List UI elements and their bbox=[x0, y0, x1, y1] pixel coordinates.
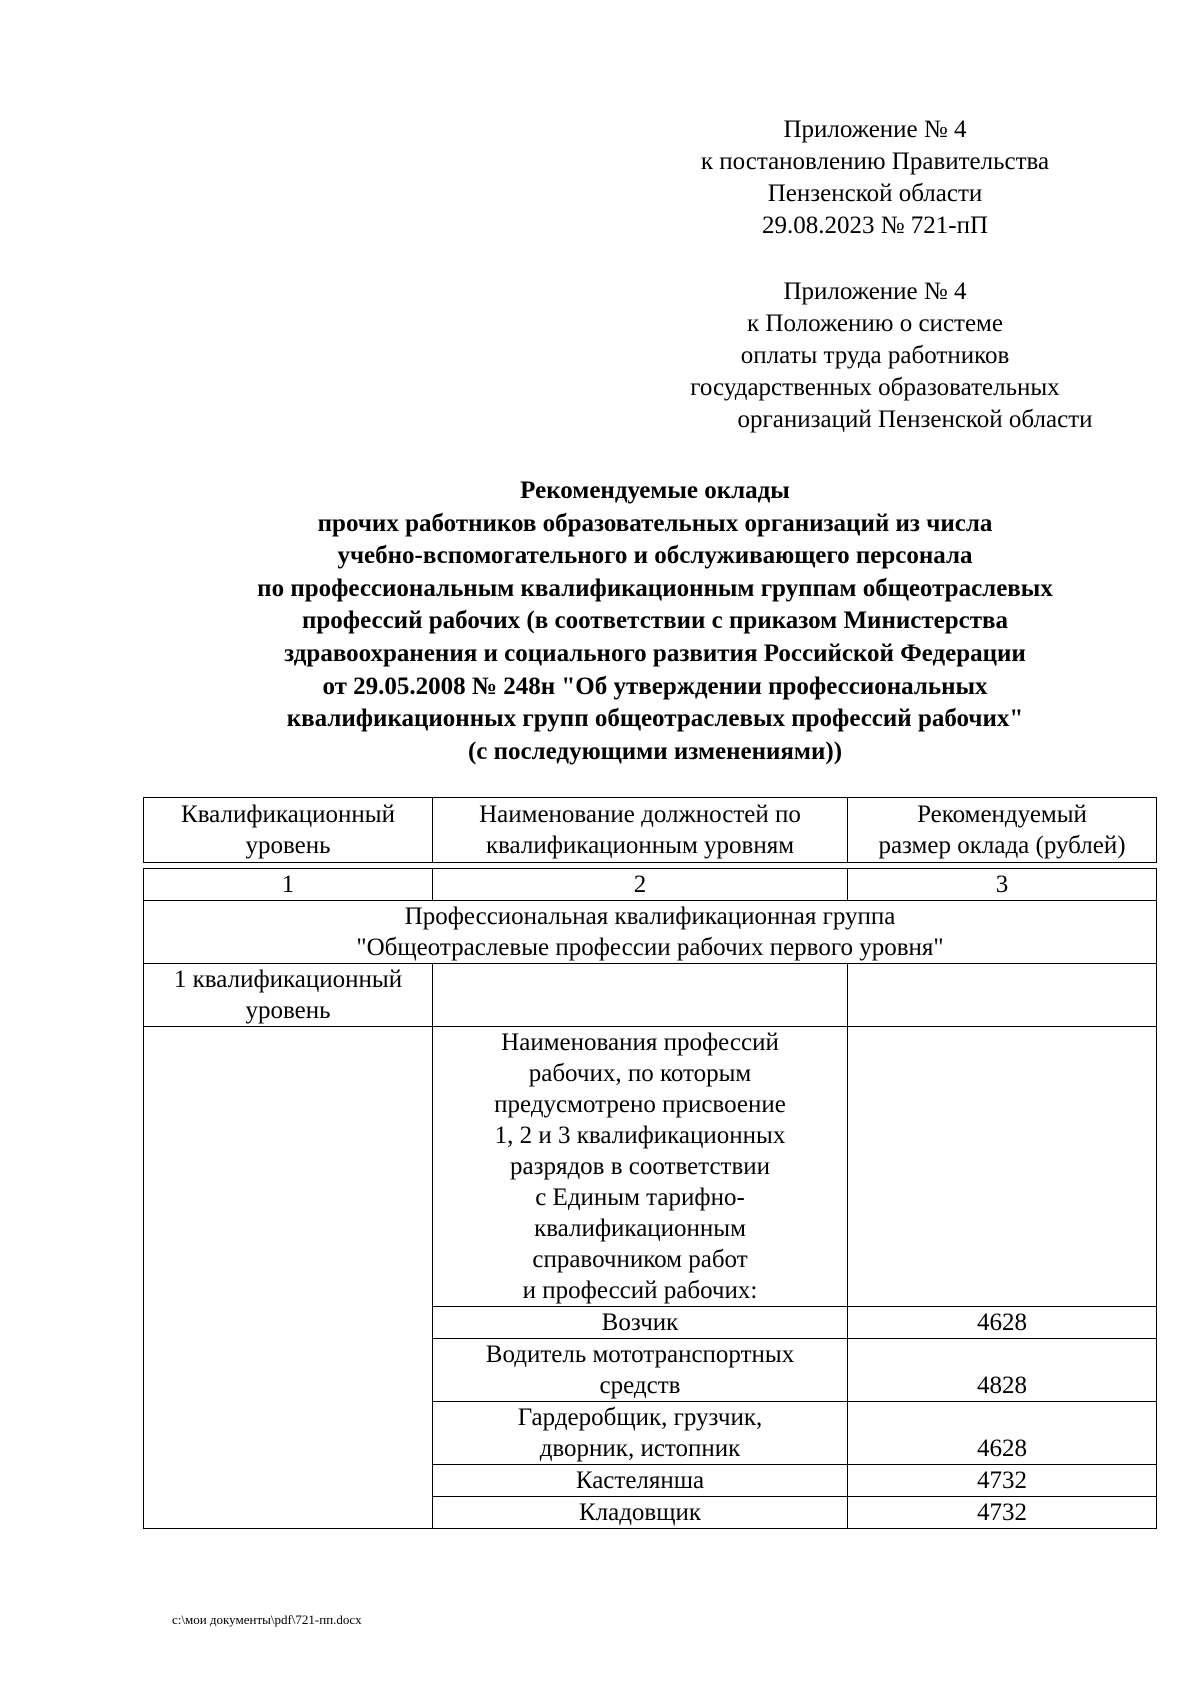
header-cell-salary bbox=[848, 798, 1157, 863]
professions-intro-row bbox=[144, 1027, 1157, 1307]
intro-line: квалификационным bbox=[534, 1215, 746, 1242]
title-line: Рекомендуемые оклады bbox=[520, 477, 790, 504]
intro-line: 1, 2 и 3 квалификационных bbox=[494, 1122, 786, 1149]
document-title bbox=[120, 475, 1190, 768]
level-row bbox=[144, 964, 1157, 1027]
column-number: 3 bbox=[848, 869, 1157, 901]
group-title-line: Профессиональная квалификационная группа bbox=[404, 903, 896, 930]
salary-table bbox=[143, 868, 1157, 1529]
appendix-sub-block bbox=[640, 276, 1110, 436]
appendix-main-line: к постановлению Правительства bbox=[700, 148, 1050, 175]
position-name bbox=[433, 1402, 848, 1465]
header-text: Рекомендуемый bbox=[917, 801, 1087, 828]
empty-cell bbox=[433, 964, 848, 1027]
intro-line: и профессий рабочих: bbox=[522, 1277, 758, 1304]
group-title-row bbox=[144, 901, 1157, 964]
title-line: здравоохранения и социального развития Российской Федерации bbox=[284, 639, 1026, 667]
group-title bbox=[144, 901, 1157, 964]
header-cell-position bbox=[433, 798, 848, 863]
title-line: профессий рабочих (в соответствии с приказом Министерства bbox=[301, 607, 1009, 635]
intro-line: разрядов в соответствии bbox=[509, 1153, 771, 1180]
header-cell-level bbox=[144, 798, 433, 863]
position-name bbox=[433, 1497, 848, 1529]
title-line: по профессиональным квалификационным группам общеотраслевых bbox=[257, 574, 1053, 602]
appendix-sub-line: Приложение № 4 bbox=[783, 278, 967, 305]
level-label bbox=[144, 964, 433, 1027]
title-line: прочих работников образовательных организаций из числа bbox=[317, 509, 993, 537]
empty-level-cell bbox=[144, 1027, 433, 1529]
appendix-sub-line: оплаты труда работников bbox=[740, 342, 1010, 369]
position-line: средств bbox=[599, 1372, 681, 1399]
appendix-main-line: Пензенской области bbox=[767, 180, 983, 207]
position-line: Возчик bbox=[601, 1309, 679, 1336]
header-text: Квалификационный bbox=[181, 801, 395, 828]
salary-value: 4628 bbox=[848, 1307, 1157, 1339]
position-line: Кладовщик bbox=[578, 1499, 702, 1526]
title-line: от 29.05.2008 № 248н "Об утверждении профессиональных bbox=[322, 672, 988, 700]
position-line: дворник, истопник bbox=[539, 1435, 741, 1462]
appendix-sub-line: организаций Пензенской области bbox=[737, 406, 1093, 433]
appendix-main-line: Приложение № 4 bbox=[783, 116, 967, 143]
header-text: уровень bbox=[245, 832, 331, 859]
level-label-line: уровень bbox=[245, 997, 331, 1024]
appendix-main-block bbox=[640, 114, 1110, 242]
column-number: 2 bbox=[433, 869, 848, 901]
footer-file-path: c:\мои документы\pdf\721-пп.docx bbox=[172, 1612, 362, 1627]
header-text: Наименование должностей по bbox=[479, 801, 801, 828]
position-name bbox=[433, 1339, 848, 1402]
column-number: 1 bbox=[144, 869, 433, 901]
position-line: Кастелянша bbox=[575, 1467, 705, 1494]
appendix-sub-line: государственных образовательных bbox=[690, 374, 1060, 401]
position-line: Гардеробщик, грузчик, bbox=[517, 1404, 763, 1431]
intro-line: рабочих, по которым bbox=[528, 1060, 752, 1087]
title-line: (с последующими изменениями)) bbox=[467, 737, 843, 765]
intro-line: справочником работ bbox=[532, 1246, 748, 1273]
salary-value: 4628 bbox=[848, 1402, 1157, 1465]
header-text: квалификационным уровням bbox=[485, 832, 795, 859]
group-title-line: "Общеотраслевые профессии рабочих первого уровня" bbox=[356, 934, 944, 961]
salary-value: 4828 bbox=[848, 1339, 1157, 1402]
empty-cell bbox=[848, 1027, 1157, 1307]
position-name bbox=[433, 1465, 848, 1497]
salary-value: 4732 bbox=[848, 1497, 1157, 1529]
header-text: размер оклада (рублей) bbox=[878, 832, 1126, 859]
professions-intro bbox=[433, 1027, 848, 1307]
intro-line: с Единым тарифно- bbox=[535, 1184, 745, 1211]
header-row bbox=[144, 798, 1157, 863]
salary-table-header bbox=[143, 797, 1157, 863]
level-label-line: 1 квалификационный bbox=[173, 966, 403, 993]
salary-value: 4732 bbox=[848, 1465, 1157, 1497]
column-number-row bbox=[144, 869, 1157, 901]
empty-cell bbox=[848, 964, 1157, 1027]
intro-line: Наименования профессий bbox=[501, 1029, 779, 1056]
intro-line: предусмотрено присвоение bbox=[494, 1091, 786, 1118]
title-line: учебно-вспомогательного и обслуживающего персонала bbox=[337, 542, 973, 570]
position-line: Водитель мототранспортных bbox=[485, 1341, 795, 1368]
appendix-sub-line: к Положению о системе bbox=[747, 310, 1003, 337]
position-name bbox=[433, 1307, 848, 1339]
appendix-main-line: 29.08.2023 № 721-пП bbox=[761, 212, 989, 239]
title-line: квалификационных групп общеотраслевых профессий рабочих" bbox=[286, 705, 1024, 733]
